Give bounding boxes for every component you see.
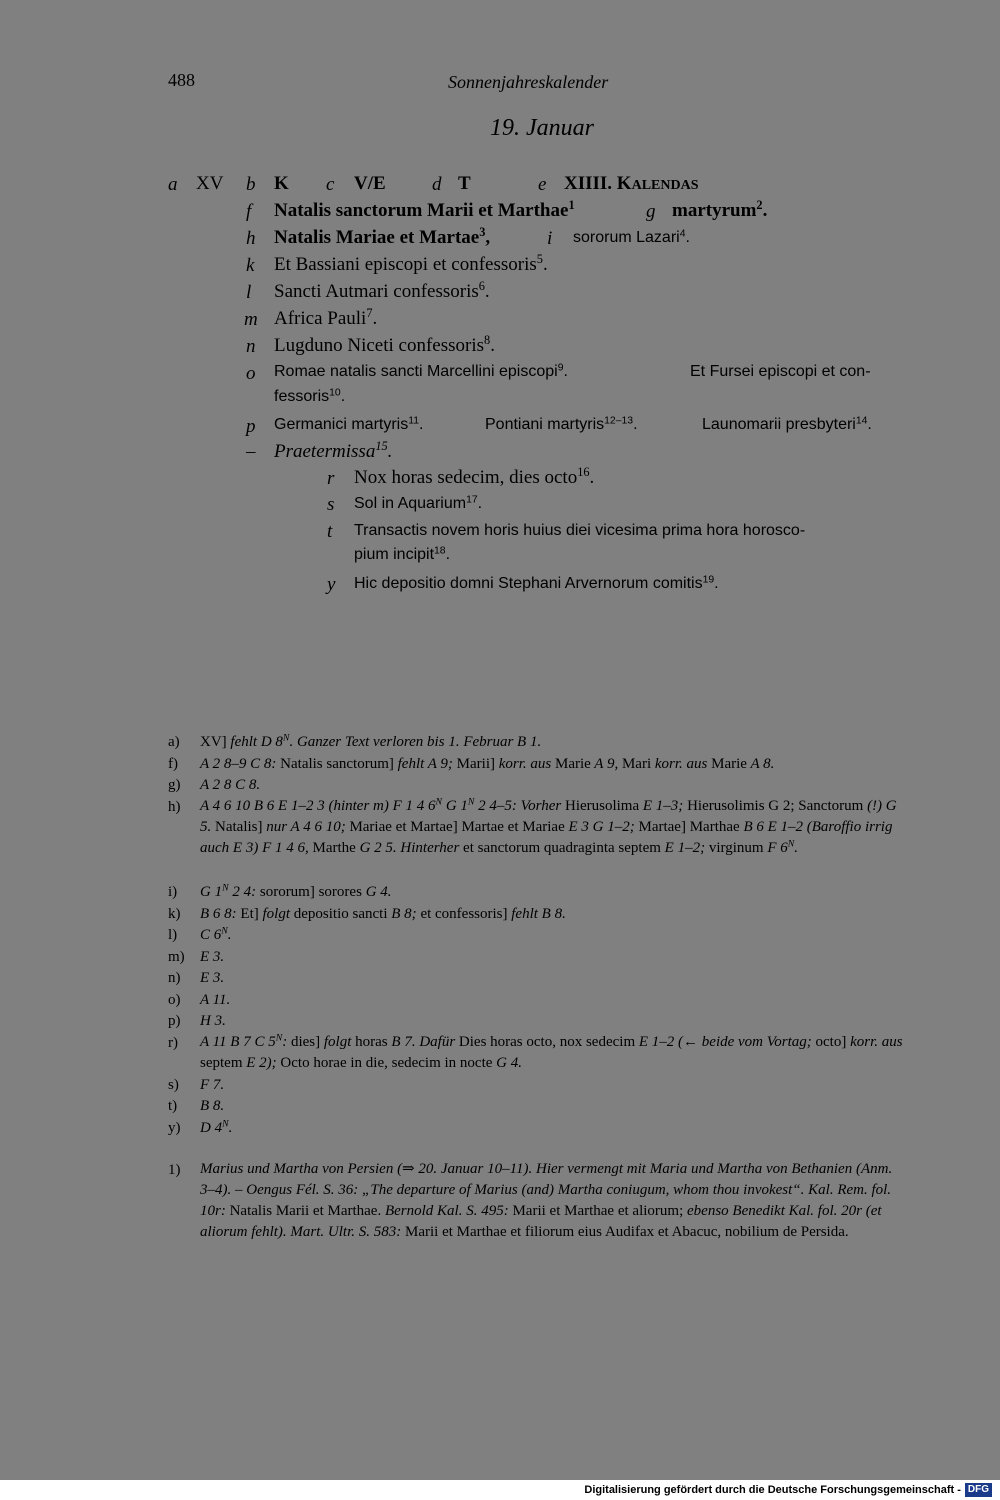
entry-h-sup: 3 [479, 225, 486, 240]
entry-a: XV [196, 173, 224, 194]
letter-d: d [432, 174, 442, 195]
apparatus-label-n: n) [168, 970, 181, 986]
apparatus-a-rest: . Ganzer Text verloren bis 1. Februar B 1. [289, 734, 542, 750]
apparatus-h-16: et sanctorum quadraginta septem [459, 840, 661, 856]
entry-p-sup3: 14 [855, 415, 868, 427]
entry-p-sup2: 12–13 [604, 415, 634, 427]
footer-credit: Digitalisierung gefördert durch die Deutsche Forschungsgemeinschaft - [584, 1484, 961, 1496]
letter-y: y [327, 574, 336, 595]
apparatus-l-1: C 6 [200, 927, 222, 943]
apparatus-r-5: horas [351, 1034, 388, 1050]
apparatus-f-8: Mari [618, 756, 652, 772]
apparatus-r-1: A 11 B 7 C 5 [200, 1034, 276, 1050]
apparatus-h-2: G 1 [442, 798, 468, 814]
apparatus-f-7: A 9, [590, 756, 619, 772]
entry-f-sup: 1 [568, 198, 575, 213]
letter-n: n [246, 336, 256, 357]
page-number: 488 [168, 70, 195, 90]
apparatus-n: E 3. [200, 970, 225, 986]
apparatus-r-11: septem [200, 1055, 243, 1071]
apparatus-h-sup1: N [435, 796, 443, 808]
note-1-part6: Marii et Marthae et filiorum eius Audifax et Abacuc, nobilium de Persida. [401, 1224, 849, 1240]
entry-o-end1: . [563, 363, 568, 380]
praetermissa-text: Praetermissa [274, 441, 376, 462]
apparatus-r-12: E 2); [242, 1055, 277, 1071]
entry-k [274, 254, 548, 276]
apparatus-l [200, 927, 232, 944]
letter-b: b [246, 174, 256, 195]
apparatus-f-5: korr. aus [494, 756, 552, 772]
apparatus-label-p: p) [168, 1013, 181, 1029]
apparatus-l-sup: N [221, 925, 228, 937]
entry-l-end: . [484, 281, 490, 302]
apparatus-t: B 8. [200, 1098, 225, 1114]
apparatus-k-4: depositio sancti [290, 906, 388, 922]
apparatus-label-l: l) [168, 927, 178, 943]
entry-y-end: . [714, 575, 719, 592]
entry-s-text: Sol in Aquarium [354, 495, 467, 512]
letter-a: a [168, 174, 178, 195]
apparatus-r-13: Octo horae in die, sedecim in nocte [276, 1055, 493, 1071]
entry-p-end1: . [419, 416, 424, 433]
apparatus-r-4: folgt [320, 1034, 352, 1050]
entry-p-end3: . [867, 416, 872, 433]
apparatus-h-10: Mariae et Martae] Martae et Mariae [345, 819, 565, 835]
note-1-part1: Marius und Martha von Persien (⇒ 20. Januar 10–11). Hier vermengt mit Maria und Martha von Bethanien (Anm. 3–4). – Oengus Fél. S. 36: „The departure of Marius (and) Martha coniugum, whom thou invokest“. Kal. Rem. fol. 10r: [200, 1161, 893, 1219]
apparatus-h-8: Natalis] [211, 819, 263, 835]
letter-i: i [547, 228, 553, 249]
entry-p-text1: Germanici martyris [274, 416, 409, 433]
entry-r-end: . [589, 467, 595, 488]
praetermissa-dash: – [246, 441, 256, 462]
entry-k-text: Et Bassiani episcopi et confessoris [274, 254, 537, 275]
apparatus-l-2: . [227, 927, 232, 943]
note-1-part5: ebenso Benedikt Kal. fol. 20r (et aliorum fehlt). Mart. Ultr. S. 583: [200, 1203, 882, 1240]
entry-k-sup: 5 [536, 252, 543, 267]
apparatus-r-8: E 1–2 (← beide vom Vortag; [635, 1034, 812, 1050]
apparatus-h-5: E 1–3; [639, 798, 684, 814]
apparatus-h-7: (!) G 5. [200, 798, 897, 835]
apparatus-f-1: A 2 8–9 C 8: [200, 756, 277, 772]
entry-t-text2: pium incipit [354, 546, 435, 563]
entry-o-part2: Et Fursei episcopi et con- [690, 363, 871, 380]
letter-o: o [246, 363, 256, 384]
entry-o-sup1: 9 [557, 362, 564, 374]
entry-t-end: . [445, 546, 451, 563]
apparatus-i-3: sororum] sorores [256, 884, 362, 900]
apparatus-i-2: 2 4: [228, 884, 257, 900]
entry-p-text2: Pontiani martyris [485, 416, 605, 433]
letter-k: k [246, 255, 255, 276]
apparatus-h-sup3: N [787, 838, 795, 850]
apparatus-k-2: Et] [236, 906, 259, 922]
letter-m: m [244, 309, 258, 330]
apparatus-k [200, 906, 566, 923]
entry-e-main: XIIII. K [564, 173, 632, 194]
apparatus-y-1: D 4 [200, 1120, 223, 1136]
apparatus-i [200, 884, 392, 901]
digitization-footer [0, 1480, 1000, 1500]
entry-h [274, 227, 490, 249]
entry-t-line1: Transactis novem horis huius diei vicesima prima hora horosco- [354, 522, 806, 539]
entry-p-end2: . [633, 416, 638, 433]
apparatus-h-20: . [794, 840, 798, 856]
dfg-logo: DFG [965, 1483, 992, 1497]
entry-m [274, 308, 377, 330]
entry-r [354, 467, 594, 489]
entry-e [564, 173, 698, 195]
entry-n-text: Lugduno Niceti confessoris [274, 335, 485, 356]
entry-p-part1 [274, 416, 423, 434]
entry-s [354, 495, 482, 513]
praetermissa-end: . [387, 441, 393, 462]
entry-t-sup: 18 [434, 545, 446, 557]
apparatus-i-4: G 4. [361, 884, 392, 900]
entry-o-text1: Romae natalis sancti Marcellini episcopi [274, 363, 558, 380]
apparatus-f-3: fehlt A 9; [393, 756, 453, 772]
apparatus-label-r: r) [168, 1035, 178, 1051]
apparatus-h-9: nur A 4 6 10; [262, 819, 346, 835]
apparatus-h-17: E 1–2; [660, 840, 706, 856]
entry-g [672, 200, 767, 222]
entry-f [274, 200, 575, 222]
apparatus-h-sup2: N [467, 796, 475, 808]
apparatus-r-9: octo] [811, 1034, 847, 1050]
entry-g-end: . [762, 200, 768, 221]
apparatus-a [200, 734, 541, 751]
apparatus-r-14: G 4. [492, 1055, 523, 1071]
entry-y [354, 575, 719, 593]
entry-y-text: Hic depositio domni Stephani Arvernorum comitis [354, 575, 703, 592]
apparatus-h-15: G 2 5. Hinterher [355, 840, 460, 856]
apparatus-s: F 7. [200, 1077, 225, 1093]
apparatus-y-2: . [228, 1120, 233, 1136]
entry-p-sup1: 11 [408, 415, 420, 427]
letter-t: t [327, 521, 333, 542]
entry-s-end: . [477, 495, 483, 512]
entry-g-sup: 2 [756, 198, 763, 213]
apparatus-o: A 11. [200, 992, 231, 1008]
apparatus-k-6: et confessoris] [416, 906, 508, 922]
apparatus-f-4: Marii] [452, 756, 495, 772]
entry-l-sup: 6 [478, 279, 485, 294]
entry-r-text: Nox horas sedecim, dies octo [354, 467, 578, 488]
entry-i-sup: 4 [679, 228, 686, 240]
apparatus-label-h: h) [168, 799, 181, 815]
entry-n [274, 335, 495, 357]
entry-k-end: . [542, 254, 548, 275]
apparatus-f-10: Marie [707, 756, 747, 772]
entry-p-part2 [485, 416, 638, 434]
apparatus-p: H 3. [200, 1013, 226, 1029]
apparatus-f-11: A 8. [746, 756, 775, 772]
entry-h-text: Natalis Mariae et Martae [274, 227, 480, 248]
entry-o-part1 [274, 363, 568, 381]
entry-r-sup: 16 [577, 465, 590, 480]
apparatus-label-o: o) [168, 992, 181, 1008]
letter-h: h [246, 228, 256, 249]
apparatus-h-3: 2 4–5: Vorher [474, 798, 562, 814]
letter-r: r [327, 468, 335, 489]
apparatus-a-sup: N [282, 732, 290, 744]
apparatus-label-f: f) [168, 756, 178, 772]
apparatus-h-1: A 4 6 10 B 6 E 1–2 3 (hinter m) F 1 4 6 [200, 798, 436, 814]
apparatus-label-a: a) [168, 734, 180, 750]
entry-i-text: sororum Lazari [573, 229, 680, 246]
apparatus-r-7: Dies horas octo, nox sedecim [455, 1034, 636, 1050]
praetermissa-heading [274, 441, 392, 463]
apparatus-label-y: y) [168, 1120, 181, 1136]
entry-t-line2 [354, 546, 450, 564]
apparatus-f-9: korr. aus [651, 756, 708, 772]
apparatus-label-k: k) [168, 906, 181, 922]
apparatus-h-4: Hierusolima [561, 798, 640, 814]
apparatus-i-1: G 1 [200, 884, 223, 900]
entry-o-text3: fessoris [274, 388, 330, 405]
apparatus-label-s: s) [168, 1077, 179, 1093]
note-1-part4: Marii et Marthae et aliorum; [508, 1203, 684, 1219]
entry-b: K [274, 173, 289, 194]
apparatus-r-10: korr. aus [846, 1034, 903, 1050]
apparatus-label-m: m) [168, 949, 185, 965]
apparatus-i-sup: N [222, 882, 229, 894]
letter-e: e [538, 174, 547, 195]
entry-p-part3 [702, 416, 872, 434]
apparatus-k-1: B 6 8: [200, 906, 237, 922]
apparatus-k-5: B 8; [387, 906, 417, 922]
letter-f: f [246, 201, 252, 222]
apparatus-m: E 3. [200, 949, 225, 965]
apparatus-a-note: fehlt D 8 [226, 734, 283, 750]
note-1-part2: Natalis Marii et Marthae. [225, 1203, 382, 1219]
note-label-1: 1) [168, 1162, 181, 1178]
apparatus-f-6: Marie [551, 756, 591, 772]
entry-o-part3 [274, 388, 345, 406]
entry-l [274, 281, 490, 303]
apparatus-r-2: : [282, 1034, 288, 1050]
entry-l-text: Sancti Autmari confessoris [274, 281, 479, 302]
entry-m-sup: 7 [366, 306, 373, 321]
entry-f-text: Natalis sanctorum Marii et Marthae [274, 200, 569, 221]
apparatus-r-sup: N [275, 1032, 283, 1044]
letter-c: c [326, 174, 335, 195]
apparatus-y [200, 1120, 232, 1137]
entry-d: T [458, 173, 471, 194]
entry-o-end2: . [340, 388, 346, 405]
apparatus-h-18: virginum [705, 840, 764, 856]
entry-i-end: . [685, 229, 690, 246]
apparatus-h-14: Marthe [308, 840, 356, 856]
apparatus-h-11: E 3 G 1–2; [564, 819, 635, 835]
entry-m-text: Africa Pauli [274, 308, 367, 329]
apparatus-h-12: Martae] Marthae [634, 819, 740, 835]
apparatus-y-sup: N [222, 1118, 229, 1130]
apparatus-label-g: g) [168, 777, 181, 793]
apparatus-h-19: F 6 [763, 840, 788, 856]
entry-s-sup: 17 [466, 494, 478, 506]
entry-g-text: martyrum [672, 200, 757, 221]
note-1 [200, 1159, 906, 1243]
entry-n-sup: 8 [484, 333, 491, 348]
apparatus-label-t: t) [168, 1098, 178, 1114]
apparatus-h [200, 796, 906, 859]
apparatus-r [200, 1032, 906, 1074]
letter-g: g [646, 201, 656, 222]
date-heading: 19. Januar [490, 115, 594, 141]
apparatus-k-7: fehlt B 8. [507, 906, 566, 922]
apparatus-f-2: Natalis sanctorum] [276, 756, 394, 772]
apparatus-h-6: Hierusolimis G 2; Sanctorum [683, 798, 864, 814]
apparatus-label-i: i) [168, 884, 178, 900]
praetermissa-sup: 15 [375, 439, 388, 454]
apparatus-a-lemma: XV] [200, 734, 227, 750]
entry-h-end: , [485, 227, 491, 248]
entry-i [573, 229, 690, 247]
apparatus-r-3: dies] [287, 1034, 321, 1050]
apparatus-r-6: B 7. Dafür [387, 1034, 456, 1050]
entry-m-end: . [372, 308, 378, 329]
entry-c: V/E [354, 173, 386, 194]
apparatus-g: A 2 8 C 8. [200, 777, 261, 793]
entry-o-sup2: 10 [329, 387, 341, 399]
running-title: Sonnenjahreskalender [448, 72, 609, 92]
entry-p-text3: Launomarii presbyteri [702, 416, 856, 433]
apparatus-h-13: B 6 E 1–2 (Baroffio irrig auch E 3) F 1 4 6, [200, 819, 893, 856]
entry-y-sup: 19 [702, 574, 715, 586]
letter-l: l [246, 282, 252, 303]
entry-e-smallcaps: ALENDAS [631, 178, 699, 193]
apparatus-f [200, 756, 774, 773]
apparatus-k-3: folgt [258, 906, 291, 922]
letter-p: p [246, 416, 256, 437]
entry-n-end: . [490, 335, 495, 356]
letter-s: s [327, 494, 335, 515]
note-1-part3: Bernold Kal. S. 495: [381, 1203, 509, 1219]
